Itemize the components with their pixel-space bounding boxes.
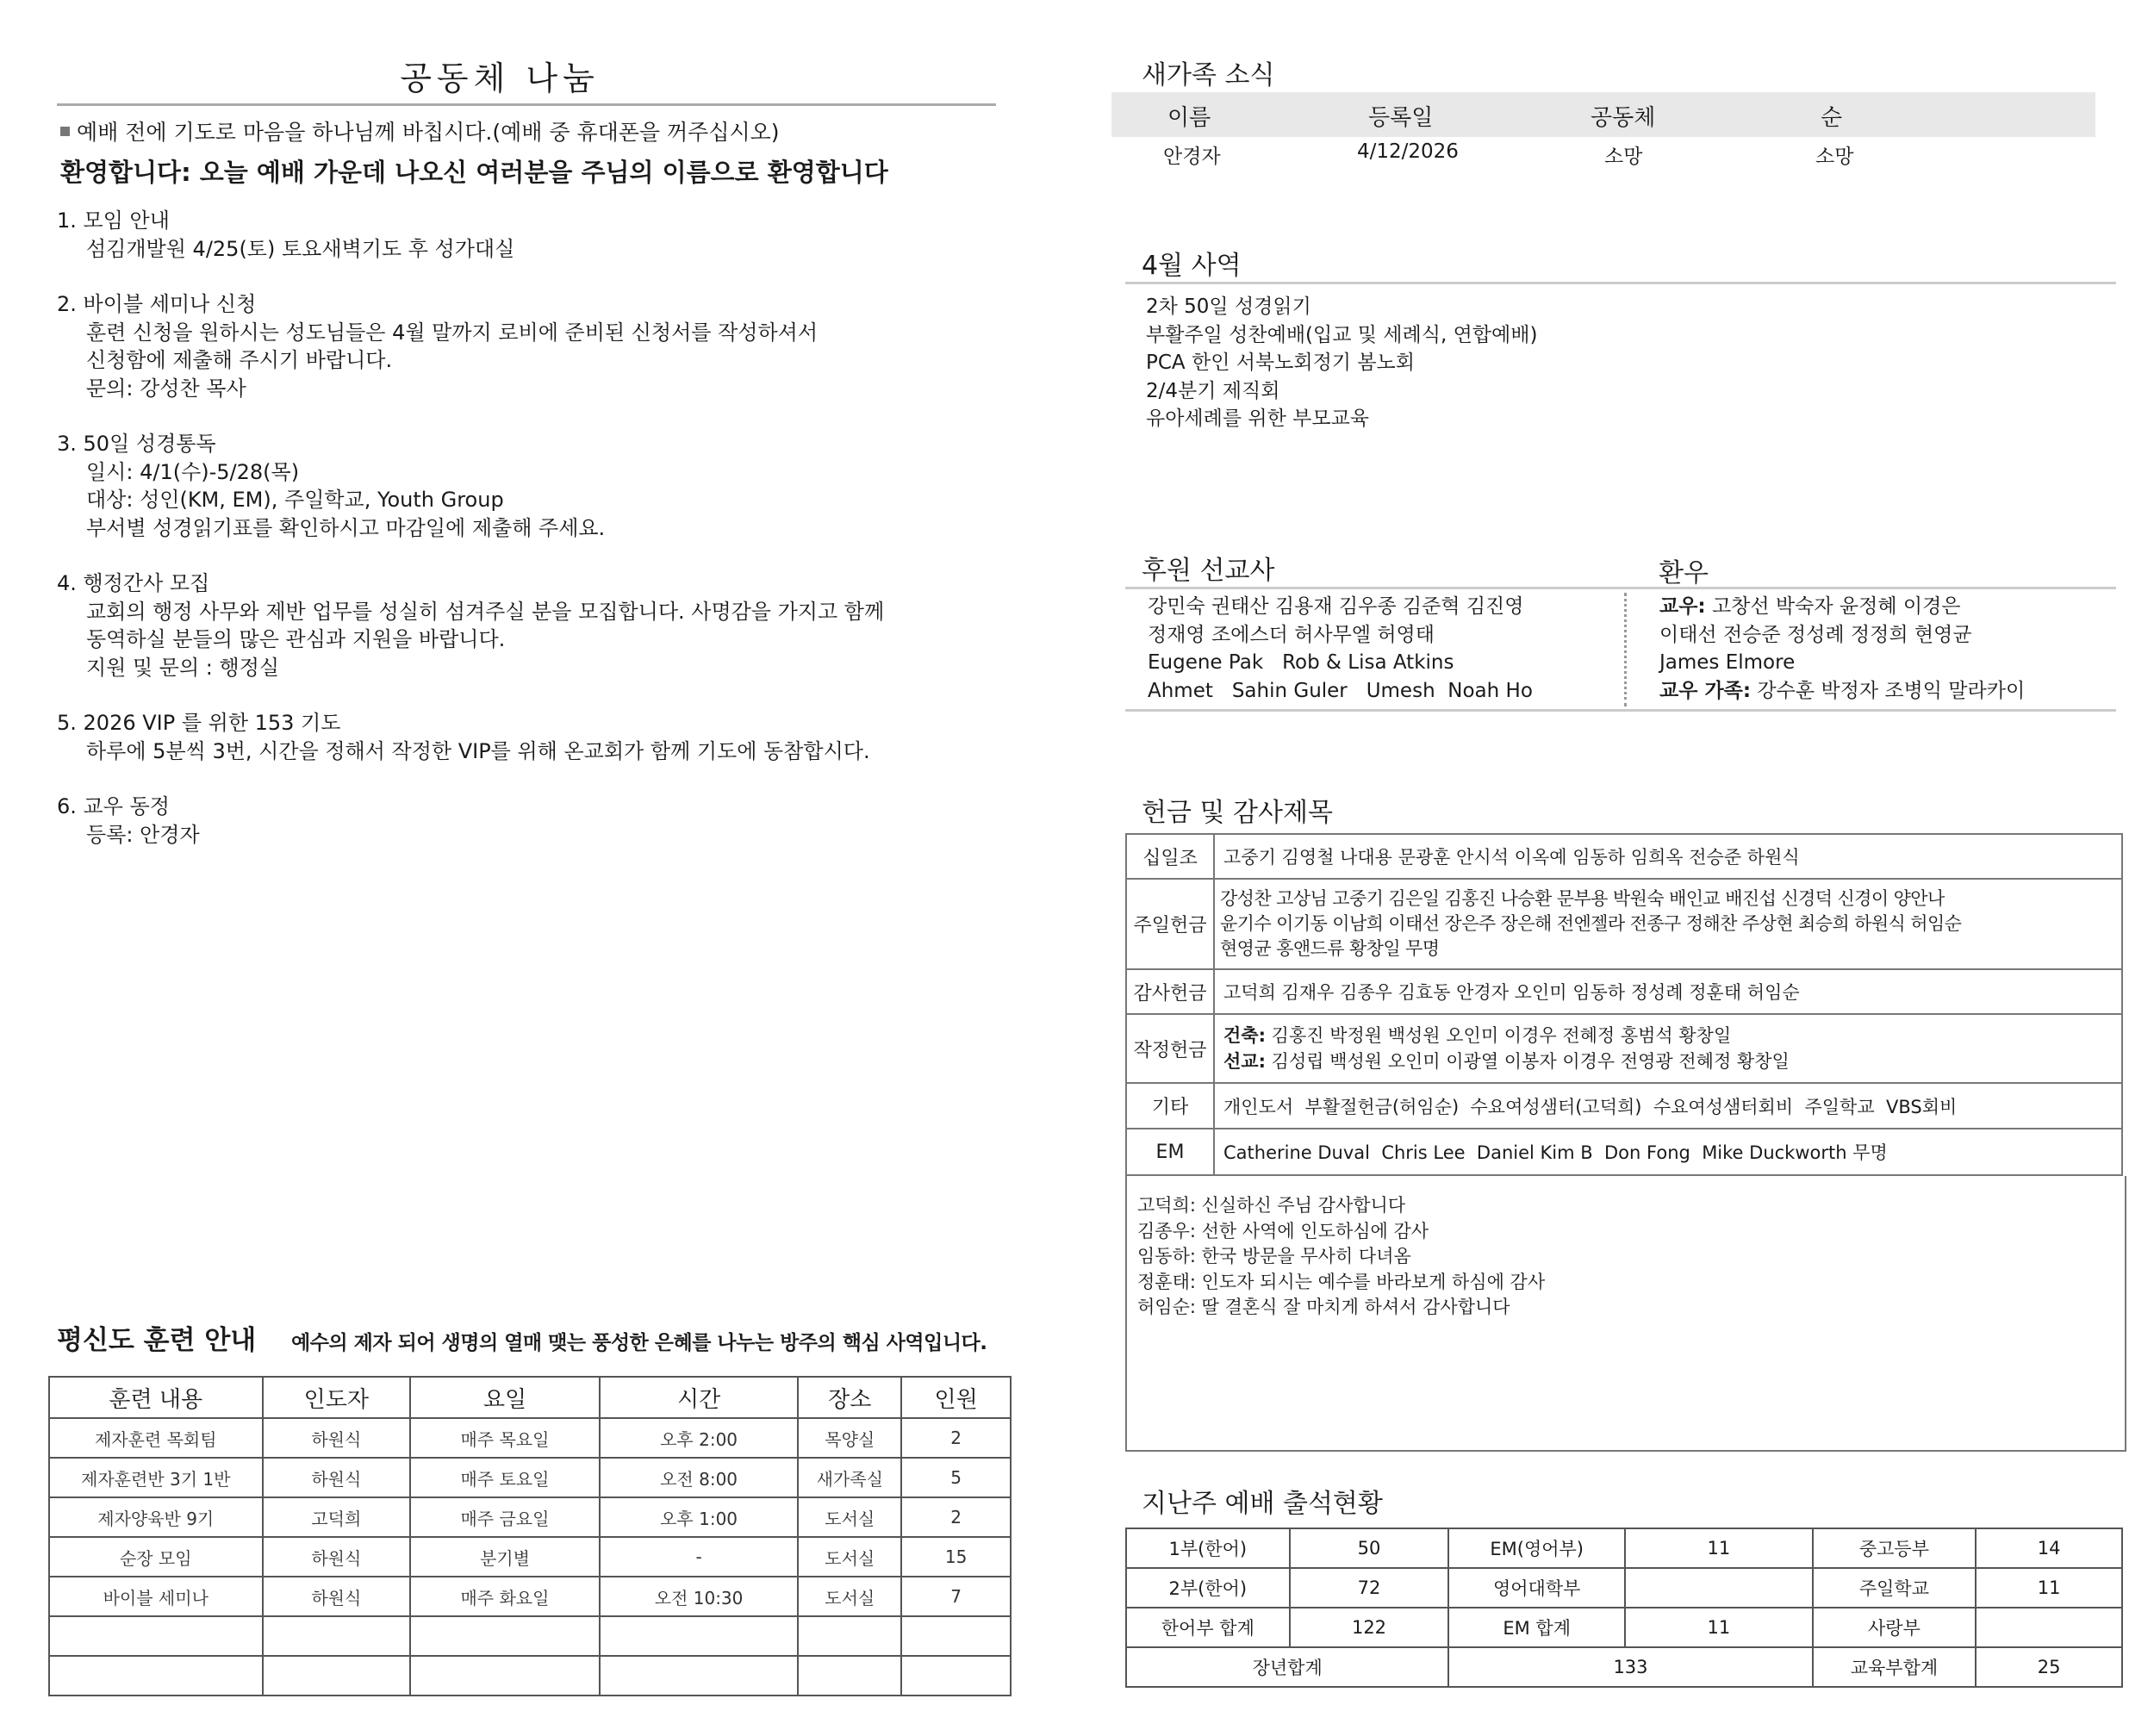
attendance-title: 지난주 예배 출석현황 [1142,1489,1383,1519]
table-cell: 오후 1:00 [600,1497,799,1537]
list-item: Ahmet Sahin Guler Umesh Noah Ho [1148,679,1533,702]
thanks-note: 허임순: 딸 결혼식 잘 마치게 하셔서 감사합니다 [1137,1297,1510,1317]
table-cell: 도서실 [798,1537,901,1577]
pledge-building-names: 김홍진 박정원 백성원 오인미 이경우 전혜정 홍범석 황창일 [1265,1025,1732,1046]
table-cell: 고덕희 [263,1497,411,1537]
welcome-message: 환영합니다: 오늘 예배 가운데 나오신 여러분을 주님의 이름으로 환영합니다 [60,158,888,187]
april-ministry-title: 4월 사역 [1142,251,1242,281]
new-family-community: 소망 [1604,146,1643,168]
list-item [1659,593,2025,621]
announcement-title: 5. 2026 VIP 를 위한 153 기도 [57,711,341,735]
total-value: 133 [1448,1647,1812,1687]
announcement-line: 신청함에 제출해 주시기 바랍니다. [86,348,393,372]
table-cell [49,1656,263,1696]
column-header: 요일 [410,1377,600,1418]
table-cell: - [600,1537,799,1577]
table-cell: 50 [1290,1528,1449,1568]
column-header: 훈련 내용 [49,1377,263,1418]
announcement-line: 섬김개발원 4/25(토) 토요새벽기도 후 성가대실 [86,236,515,261]
edu-total-value: 25 [1976,1647,2122,1687]
table-cell: 순장 모임 [49,1537,263,1577]
announcement-line: 지원 및 문의 : 행정실 [86,655,280,680]
offering-names: 고중기 김영철 나대용 문광훈 안시석 이옥예 임동하 임희옥 전승준 하원식 [1214,834,2122,879]
table-row [1126,1568,2122,1608]
attendance-table [1125,1528,2123,1688]
table-cell [798,1656,901,1696]
patients-list [1659,593,2025,705]
table-cell: 1부(한어) [1126,1528,1290,1568]
pledge-mission-label: 선교: [1223,1051,1266,1072]
table-cell [1976,1608,2122,1647]
offering-label: 감사헌금 [1126,969,1214,1014]
table-cell: 15 [901,1537,1011,1577]
column-header: 장소 [798,1377,901,1418]
table-cell: 하원식 [263,1458,411,1497]
table-row [49,1497,1011,1537]
offering-line: 현영균 홍앤드류 황창일 무명 [1220,938,1440,959]
table-row [1126,1083,2122,1129]
offering-label: 십일조 [1126,834,1214,879]
new-family-group: 소망 [1815,146,1854,168]
list-item: 이태선 전승준 정성례 정정희 현영균 [1659,623,1972,646]
list-item [1659,677,2025,706]
list-item: Eugene Pak Rob & Lisa Atkins [1148,651,1454,674]
pledge-building-label: 건축: [1223,1025,1266,1046]
offering-label: EM [1126,1129,1214,1175]
patients-title: 환우 [1659,558,1709,588]
announcement-line: 등록: 안경자 [86,822,200,847]
announcement-line: 훈련 신청을 원하시는 성도님들은 4월 말까지 로비에 준비된 신청서를 작성하셔서 [86,320,818,345]
list-item: 정재영 조에스더 허사무엘 허영태 [1148,623,1435,646]
announcement-line: 교회의 행정 사무와 제반 업무를 성실히 섬겨주실 분을 모집합니다. 사명감을 가지고 함께 [86,599,885,624]
thanks-note: 김종우: 선한 사역에 인도하심에 감사 [1137,1220,1429,1241]
announcements [57,207,1005,876]
table-cell: 11 [1625,1528,1813,1568]
april-ministry-list [1146,293,1537,433]
table-row [1126,834,2122,879]
page-title: 공동체 나눔 [400,59,600,97]
section-rule [1125,709,2116,712]
announcement-line: 부서별 성경읽기표를 확인하시고 마감일에 제출해 주세요. [86,515,606,540]
table-cell [49,1616,263,1656]
table-row [1126,879,2122,969]
table-row-total [1126,1647,2122,1687]
announcement-title: 3. 50일 성경통독 [57,432,216,456]
section-rule [1125,282,2116,284]
list-item: PCA 한인 서북노회정기 봄노회 [1146,352,1415,374]
table-cell: 하원식 [263,1577,411,1616]
table-row [1126,1608,2122,1647]
thanks-note: 임동하: 한국 방문을 무사히 다녀옴 [1137,1246,1411,1266]
list-item: 부활주일 성찬예배(입교 및 세례식, 연합예배) [1146,323,1538,346]
offering-line: 윤기수 이기동 이남희 이태선 장은주 장은해 전엔젤라 전종구 정해찬 주상현 최승희 하원식 허임순 [1220,913,1962,934]
table-row [1126,1014,2122,1083]
new-family-date: 4/12/2026 [1357,140,1459,163]
offering-names [1214,879,2122,969]
new-family-header-date: 등록일 [1368,105,1434,131]
offering-table [1125,833,2123,1176]
offering-names: 고덕희 김재우 김종우 김효동 안경자 오인미 임동하 정성례 정훈태 허임순 [1214,969,2122,1014]
list-item: 2/4분기 제직회 [1146,379,1280,402]
table-row [49,1537,1011,1577]
list-item: 2차 50일 성경읽기 [1146,296,1311,318]
table-cell: 매주 토요일 [410,1458,600,1497]
table-cell: 매주 금요일 [410,1497,600,1537]
new-family-header-name: 이름 [1167,105,1211,131]
notice [60,115,780,146]
patients-family-names: 강수훈 박정자 조병익 말라카이 [1751,679,2026,702]
table-cell: 제자훈련반 3기 1반 [49,1458,263,1497]
announcement-title: 2. 바이블 세미나 신청 [57,292,257,316]
total-label: 장년합계 [1126,1647,1448,1687]
list-item: 유아세례를 위한 부모교육 [1146,408,1370,430]
missionaries-list [1148,593,1533,705]
table-cell [263,1616,411,1656]
offering-line [1223,1023,2113,1048]
table-cell: 7 [901,1577,1011,1616]
thanks-note: 정훈태: 인도자 되시는 예수를 바라보게 하심에 감사 [1137,1271,1546,1292]
pledge-mission-names: 김성립 백성원 오인미 이광열 이봉자 이경우 전영광 전혜정 황창일 [1265,1051,1790,1072]
announcement-title: 1. 모임 안내 [57,208,170,233]
training-title: 평신도 훈련 안내 [57,1325,257,1356]
table-cell: 하원식 [263,1418,411,1458]
offering-line: 강성찬 고상님 고중기 김은일 김홍진 나승환 문부용 박원숙 배인교 배진섭 신경덕 신경이 양안나 [1220,888,1945,909]
table-cell: 하원식 [263,1537,411,1577]
table-cell: 제자양육반 9기 [49,1497,263,1537]
table-header-row [49,1377,1011,1418]
table-cell: EM 합계 [1448,1608,1625,1647]
announcement-title: 6. 교우 동정 [57,794,170,818]
announcement-title: 4. 행정간사 모집 [57,571,210,595]
announcement-3 [57,430,1005,542]
table-cell: 바이블 세미나 [49,1577,263,1616]
edu-total-label: 교육부합계 [1813,1647,1977,1687]
table-cell: 11 [1976,1568,2122,1608]
announcement-line: 동역하실 분들의 많은 관심과 지원을 바랍니다. [86,627,506,651]
new-family-header-group: 순 [1821,105,1843,131]
announcement-2 [57,290,1005,402]
list-item: 강민숙 권태산 김용재 김우종 김준혁 김진영 [1148,595,1524,618]
table-cell: 새가족실 [798,1458,901,1497]
table-cell: 14 [1976,1528,2122,1568]
announcement-line: 문의: 강성찬 목사 [86,376,246,401]
column-header: 시간 [600,1377,799,1418]
thanks-notes [1127,1176,2125,1338]
table-cell: 5 [901,1458,1011,1497]
table-cell [901,1616,1011,1656]
table-cell: 한어부 합계 [1126,1608,1290,1647]
patients-family-label: 교우 가족: [1659,679,1752,702]
table-cell [410,1616,600,1656]
table-cell: 2 [901,1418,1011,1458]
column-header: 인원 [901,1377,1011,1418]
table-row [49,1577,1011,1616]
table-cell [263,1656,411,1696]
table-cell: 주일학교 [1813,1568,1977,1608]
announcement-5 [57,709,1005,765]
table-cell: 72 [1290,1568,1449,1608]
patients-names: 고창선 박숙자 윤정혜 이경은 [1705,595,1961,618]
table-cell: 오전 8:00 [600,1458,799,1497]
column-header: 인도자 [263,1377,411,1418]
announcement-6 [57,793,1005,849]
table-cell [600,1616,799,1656]
bullet-square-icon [60,127,70,136]
table-row [49,1458,1011,1497]
table-cell: 분기별 [410,1537,600,1577]
offering-label: 주일헌금 [1126,879,1214,969]
table-cell: 122 [1290,1608,1449,1647]
dotted-separator [1624,593,1627,706]
missionaries-title: 후원 선교사 [1142,556,1275,586]
announcement-line: 일시: 4/1(수)-5/28(목) [86,459,300,484]
table-row [1126,1528,2122,1568]
table-cell [798,1616,901,1656]
thanks-note: 고덕희: 신실하신 주님 감사합니다 [1137,1195,1406,1216]
offering-names [1214,1014,2122,1083]
offering-label: 작정헌금 [1126,1014,1214,1083]
table-cell [901,1656,1011,1696]
table-cell [410,1656,600,1696]
patients-label: 교우: [1659,595,1706,618]
notice-text: 예배 전에 기도로 마음을 하나님께 바칩시다.(예배 중 휴대폰을 꺼주십시오) [77,120,780,145]
offering-title: 헌금 및 감사제목 [1142,798,1333,828]
thanks-notes-box [1125,1176,2126,1452]
title-rule [57,103,996,106]
announcement-4 [57,569,1005,681]
announcement-1 [57,207,1005,263]
table-cell: 매주 화요일 [410,1577,600,1616]
offering-line [1223,1048,2113,1074]
table-row-empty [49,1656,1011,1696]
training-subtitle: 예수의 제자 되어 생명의 열매 맺는 풍성한 은혜를 나누는 방주의 핵심 사역입니다. [291,1332,987,1354]
announcement-line: 하루에 5분씩 3번, 시간을 정해서 작정한 VIP를 위해 온교회가 함께 기도에 동참합시다. [86,738,870,763]
table-cell: 2 [901,1497,1011,1537]
new-family-title: 새가족 소식 [1142,60,1275,90]
offering-names: Catherine Duval Chris Lee Daniel Kim B Don Fong Mike Duckworth 무명 [1214,1129,2122,1175]
training-table [48,1376,1012,1696]
table-cell: 매주 목요일 [410,1418,600,1458]
offering-names: 개인도서 부활절헌금(허임순) 수요여성샘터(고덕희) 수요여성샘터회비 주일학교 VBS회비 [1214,1083,2122,1129]
table-cell: 11 [1625,1608,1813,1647]
table-cell: 오전 10:30 [600,1577,799,1616]
table-cell: 제자훈련 목회팀 [49,1418,263,1458]
table-cell: 사랑부 [1813,1608,1977,1647]
table-cell: 2부(한어) [1126,1568,1290,1608]
table-cell [600,1656,799,1696]
table-cell: 오후 2:00 [600,1418,799,1458]
offering-label: 기타 [1126,1083,1214,1129]
new-family-header-community: 공동체 [1591,105,1656,131]
table-cell: 영어대학부 [1448,1568,1625,1608]
table-row [49,1418,1011,1458]
table-cell: 중고등부 [1813,1528,1977,1568]
table-cell: 도서실 [798,1577,901,1616]
table-row-empty [49,1616,1011,1656]
table-cell: 도서실 [798,1497,901,1537]
list-item: James Elmore [1659,651,1796,674]
table-row [1126,1129,2122,1175]
table-cell [1625,1568,1813,1608]
section-rule [1125,587,2116,589]
table-cell: EM(영어부) [1448,1528,1625,1568]
new-family-name: 안경자 [1163,146,1221,168]
table-row [1126,969,2122,1014]
table-cell: 목양실 [798,1418,901,1458]
announcement-line: 대상: 성인(KM, EM), 주일학교, Youth Group [86,488,504,512]
